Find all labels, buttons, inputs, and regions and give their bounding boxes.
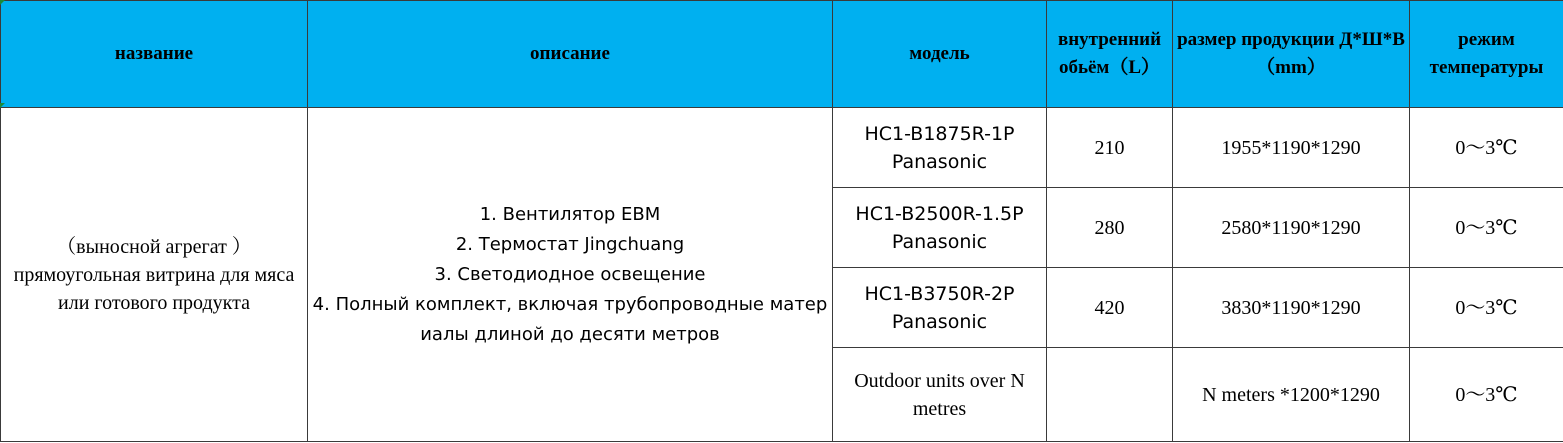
header-temperature: режим температуры <box>1410 1 1563 108</box>
header-size: размер продукции Д*Ш*В （mm） <box>1173 1 1410 108</box>
header-row <box>1 1 1563 108</box>
description-line: 3. Светодиодное освещение <box>434 263 706 285</box>
table-row <box>1 108 1563 188</box>
volume-cell: 420 <box>1047 268 1173 348</box>
cell-comment-marker <box>0 0 5 5</box>
size-cell: 2580*1190*1290 <box>1173 188 1410 268</box>
description-line: 4. Полный комплект, включая трубопроводные материалы длиной до десяти метров <box>312 293 828 345</box>
model-code: HC1-B2500R-1.5P <box>855 202 1024 225</box>
model-brand: Panasonic <box>891 310 988 333</box>
size-cell: 3830*1190*1290 <box>1173 268 1410 348</box>
model-brand: Panasonic <box>891 150 988 173</box>
model-code: HC1-B3750R-2P <box>864 282 1015 305</box>
temperature-cell: 0～3℃ <box>1410 268 1563 348</box>
volume-cell: 280 <box>1047 188 1173 268</box>
description-line: 1. Вентилятор EBM <box>479 203 661 225</box>
model-code: Outdoor units over N metres <box>854 369 1025 420</box>
model-cell <box>833 348 1047 442</box>
model-cell <box>833 268 1047 348</box>
product-name-cell: （выносной агрегат ） прямоугольная витрина для мяса или готового продукта <box>1 108 308 442</box>
size-cell: 1955*1190*1290 <box>1173 108 1410 188</box>
header-volume: внутренний обьём（L） <box>1047 1 1173 108</box>
cell-comment-marker <box>0 103 5 108</box>
volume-cell: 210 <box>1047 108 1173 188</box>
volume-cell <box>1047 348 1173 442</box>
description-line: 2. Термостат Jingchuang <box>455 233 685 255</box>
temperature-cell: 0～3℃ <box>1410 188 1563 268</box>
header-name: название <box>1 1 308 108</box>
header-model: модель <box>833 1 1047 108</box>
model-cell <box>833 108 1047 188</box>
size-cell: N meters *1200*1290 <box>1173 348 1410 442</box>
temperature-cell: 0～3℃ <box>1410 108 1563 188</box>
product-description-cell <box>308 108 833 442</box>
model-brand: Panasonic <box>891 230 988 253</box>
model-code: HC1-B1875R-1P <box>864 122 1015 145</box>
header-description: описание <box>308 1 833 108</box>
model-cell <box>833 188 1047 268</box>
temperature-cell: 0～3℃ <box>1410 348 1563 442</box>
